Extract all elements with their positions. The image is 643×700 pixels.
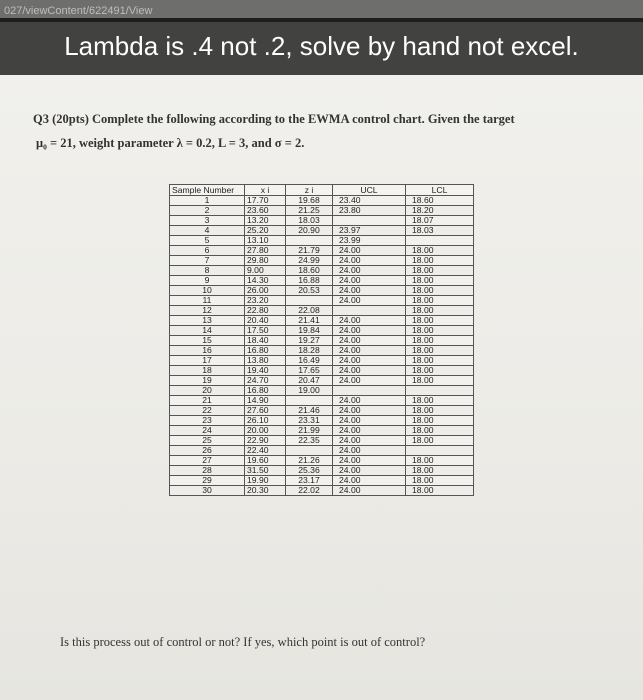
ewma-data-table: [169, 184, 474, 496]
cell-zi: 22.35: [286, 436, 333, 446]
table-row: [170, 206, 474, 216]
cell-zi: 19.84: [286, 326, 333, 336]
cell-zi: [286, 396, 333, 406]
table-row: [170, 436, 474, 446]
cell-ucl: 24.00: [333, 246, 406, 256]
table-row: [170, 456, 474, 466]
cell-ucl: 24.00: [333, 456, 406, 466]
cell-zi: 19.68: [286, 196, 333, 206]
cell-zi: 24.99: [286, 256, 333, 266]
cell-ucl: 24.00: [333, 416, 406, 426]
cell-lcl: 18.00: [406, 316, 474, 326]
cell-xi: 22.90: [245, 436, 286, 446]
cell-sample-number: 25: [170, 436, 245, 446]
table-row: [170, 196, 474, 206]
cell-sample-number: 5: [170, 236, 245, 246]
cell-sample-number: 7: [170, 256, 245, 266]
photo-caption-overlay: Lambda is .4 not .2, solve by hand not excel.: [0, 18, 643, 75]
table-row: [170, 326, 474, 336]
cell-sample-number: 21: [170, 396, 245, 406]
cell-zi: 20.47: [286, 376, 333, 386]
cell-ucl: 24.00: [333, 356, 406, 366]
cell-sample-number: 10: [170, 286, 245, 296]
cell-zi: 22.08: [286, 306, 333, 316]
cell-zi: 21.26: [286, 456, 333, 466]
cell-lcl: 18.00: [406, 486, 474, 496]
closing-question: Is this process out of control or not? If yes, which point is out of control?: [60, 635, 426, 649]
table-row: [170, 256, 474, 266]
cell-zi: 21.25: [286, 206, 333, 216]
cell-sample-number: 2: [170, 206, 245, 216]
cell-ucl: 24.00: [333, 376, 406, 386]
cell-xi: 17.70: [245, 196, 286, 206]
table-row: [170, 446, 474, 456]
cell-ucl: 24.00: [333, 326, 406, 336]
cell-lcl: 18.00: [406, 356, 474, 366]
cell-xi: 23.60: [245, 206, 286, 216]
cell-ucl: 24.00: [333, 466, 406, 476]
cell-xi: 13.20: [245, 216, 286, 226]
cell-zi: [286, 236, 333, 246]
cell-ucl: 24.00: [333, 486, 406, 496]
cell-sample-number: 19: [170, 376, 245, 386]
cell-lcl: 18.00: [406, 286, 474, 296]
table-row: [170, 266, 474, 276]
cell-ucl: [333, 216, 406, 226]
cell-lcl: 18.00: [406, 366, 474, 376]
cell-ucl: 24.00: [333, 266, 406, 276]
cell-ucl: 24.00: [333, 396, 406, 406]
table-row: [170, 306, 474, 316]
cell-xi: 16.80: [245, 346, 286, 356]
cell-ucl: 24.00: [333, 256, 406, 266]
table-row: [170, 236, 474, 246]
cell-ucl: 23.80: [333, 206, 406, 216]
cell-xi: 13.10: [245, 236, 286, 246]
table-row: [170, 286, 474, 296]
cell-lcl: 18.00: [406, 296, 474, 306]
cell-lcl: 18.00: [406, 396, 474, 406]
header-zi: z i: [286, 185, 333, 196]
table-row: [170, 466, 474, 476]
table-row: [170, 416, 474, 426]
cell-sample-number: 26: [170, 446, 245, 456]
cell-xi: 25.20: [245, 226, 286, 236]
cell-lcl: 18.00: [406, 376, 474, 386]
cell-xi: 24.70: [245, 376, 286, 386]
cell-zi: 21.79: [286, 246, 333, 256]
cell-lcl: 18.00: [406, 456, 474, 466]
cell-ucl: 24.00: [333, 316, 406, 326]
cell-zi: 25.36: [286, 466, 333, 476]
cell-xi: 14.30: [245, 276, 286, 286]
question-line-2: μ₀ = 21, weight parameter λ = 0.2, L = 3, and σ = 2.: [36, 136, 305, 150]
cell-zi: 16.88: [286, 276, 333, 286]
cell-ucl: [333, 306, 406, 316]
cell-sample-number: 14: [170, 326, 245, 336]
cell-zi: 19.00: [286, 386, 333, 396]
cell-ucl: 23.99: [333, 236, 406, 246]
cell-sample-number: 11: [170, 296, 245, 306]
cell-xi: 26.00: [245, 286, 286, 296]
table-row: [170, 316, 474, 326]
header-ucl: UCL: [333, 185, 406, 196]
cell-ucl: 24.00: [333, 476, 406, 486]
cell-ucl: 24.00: [333, 366, 406, 376]
table-row: [170, 406, 474, 416]
browser-url-bar: 027/viewContent/622491/View: [0, 0, 643, 22]
cell-xi: 14.90: [245, 396, 286, 406]
cell-xi: 31.50: [245, 466, 286, 476]
cell-zi: 20.90: [286, 226, 333, 236]
cell-sample-number: 17: [170, 356, 245, 366]
cell-zi: [286, 446, 333, 456]
cell-sample-number: 12: [170, 306, 245, 316]
cell-sample-number: 29: [170, 476, 245, 486]
table-row: [170, 216, 474, 226]
table-row: [170, 426, 474, 436]
cell-zi: 23.31: [286, 416, 333, 426]
cell-sample-number: 3: [170, 216, 245, 226]
cell-ucl: 24.00: [333, 336, 406, 346]
table-row: [170, 476, 474, 486]
cell-sample-number: 30: [170, 486, 245, 496]
cell-lcl: 18.00: [406, 336, 474, 346]
header-xi: x i: [245, 185, 286, 196]
cell-xi: 22.40: [245, 446, 286, 456]
cell-lcl: 18.00: [406, 426, 474, 436]
cell-sample-number: 1: [170, 196, 245, 206]
cell-xi: 9.00: [245, 266, 286, 276]
table-row: [170, 336, 474, 346]
cell-xi: 23.20: [245, 296, 286, 306]
question-text: [33, 107, 623, 155]
table-row: [170, 356, 474, 366]
cell-lcl: 18.00: [406, 416, 474, 426]
table-row: [170, 366, 474, 376]
cell-xi: 27.60: [245, 406, 286, 416]
cell-ucl: 23.40: [333, 196, 406, 206]
table-body: [170, 196, 474, 496]
cell-sample-number: 20: [170, 386, 245, 396]
cell-xi: 19.60: [245, 456, 286, 466]
cell-zi: 16.49: [286, 356, 333, 366]
table-row: [170, 296, 474, 306]
cell-sample-number: 16: [170, 346, 245, 356]
table-row: [170, 226, 474, 236]
cell-sample-number: 15: [170, 336, 245, 346]
cell-zi: [286, 296, 333, 306]
cell-ucl: [333, 386, 406, 396]
header-sample-number: Sample Number: [170, 185, 245, 196]
cell-sample-number: 13: [170, 316, 245, 326]
table-row: [170, 386, 474, 396]
cell-zi: 20.53: [286, 286, 333, 296]
cell-sample-number: 9: [170, 276, 245, 286]
cell-zi: 17.65: [286, 366, 333, 376]
cell-zi: 21.46: [286, 406, 333, 416]
cell-lcl: [406, 386, 474, 396]
cell-zi: 21.99: [286, 426, 333, 436]
cell-lcl: 18.60: [406, 196, 474, 206]
cell-lcl: 18.00: [406, 266, 474, 276]
cell-xi: 13.80: [245, 356, 286, 366]
cell-sample-number: 4: [170, 226, 245, 236]
cell-lcl: 18.03: [406, 226, 474, 236]
cell-lcl: 18.00: [406, 256, 474, 266]
cell-sample-number: 6: [170, 246, 245, 256]
cell-xi: 17.50: [245, 326, 286, 336]
cell-zi: 18.28: [286, 346, 333, 356]
cell-zi: 19.27: [286, 336, 333, 346]
cell-sample-number: 22: [170, 406, 245, 416]
cell-zi: 18.60: [286, 266, 333, 276]
header-lcl: LCL: [406, 185, 474, 196]
cell-sample-number: 23: [170, 416, 245, 426]
cell-xi: 27.80: [245, 246, 286, 256]
cell-ucl: 24.00: [333, 286, 406, 296]
cell-sample-number: 8: [170, 266, 245, 276]
cell-lcl: 18.00: [406, 246, 474, 256]
cell-xi: 16.80: [245, 386, 286, 396]
cell-xi: 22.80: [245, 306, 286, 316]
cell-ucl: 24.00: [333, 346, 406, 356]
cell-lcl: [406, 446, 474, 456]
cell-xi: 20.30: [245, 486, 286, 496]
cell-xi: 29.80: [245, 256, 286, 266]
cell-sample-number: 28: [170, 466, 245, 476]
cell-lcl: [406, 236, 474, 246]
document-page: [0, 75, 643, 700]
cell-xi: 26.10: [245, 416, 286, 426]
cell-lcl: 18.00: [406, 276, 474, 286]
cell-sample-number: 27: [170, 456, 245, 466]
table-row: [170, 246, 474, 256]
cell-lcl: 18.20: [406, 206, 474, 216]
cell-lcl: 18.00: [406, 436, 474, 446]
cell-lcl: 18.00: [406, 326, 474, 336]
cell-lcl: 18.07: [406, 216, 474, 226]
cell-sample-number: 18: [170, 366, 245, 376]
cell-lcl: 18.00: [406, 406, 474, 416]
cell-xi: 20.00: [245, 426, 286, 436]
table-row: [170, 486, 474, 496]
cell-zi: 21.41: [286, 316, 333, 326]
question-line-1: Q3 (20pts) Complete the following according to the EWMA control chart. Given the target: [33, 112, 515, 126]
cell-ucl: 24.00: [333, 426, 406, 436]
cell-zi: 23.17: [286, 476, 333, 486]
cell-ucl: 24.00: [333, 436, 406, 446]
cell-ucl: 24.00: [333, 406, 406, 416]
cell-xi: 19.90: [245, 476, 286, 486]
cell-ucl: 24.00: [333, 276, 406, 286]
table-row: [170, 396, 474, 406]
cell-xi: 18.40: [245, 336, 286, 346]
cell-lcl: 18.00: [406, 476, 474, 486]
cell-xi: 19.40: [245, 366, 286, 376]
table-row: [170, 346, 474, 356]
table-header-row: [170, 185, 474, 196]
table-row: [170, 276, 474, 286]
cell-ucl: 23.97: [333, 226, 406, 236]
cell-zi: 22.02: [286, 486, 333, 496]
cell-lcl: 18.00: [406, 346, 474, 356]
cell-xi: 20.40: [245, 316, 286, 326]
cell-ucl: 24.00: [333, 296, 406, 306]
cell-lcl: 18.00: [406, 306, 474, 316]
cell-sample-number: 24: [170, 426, 245, 436]
table-row: [170, 376, 474, 386]
cell-lcl: 18.00: [406, 466, 474, 476]
cell-ucl: 24.00: [333, 446, 406, 456]
cell-zi: 18.03: [286, 216, 333, 226]
